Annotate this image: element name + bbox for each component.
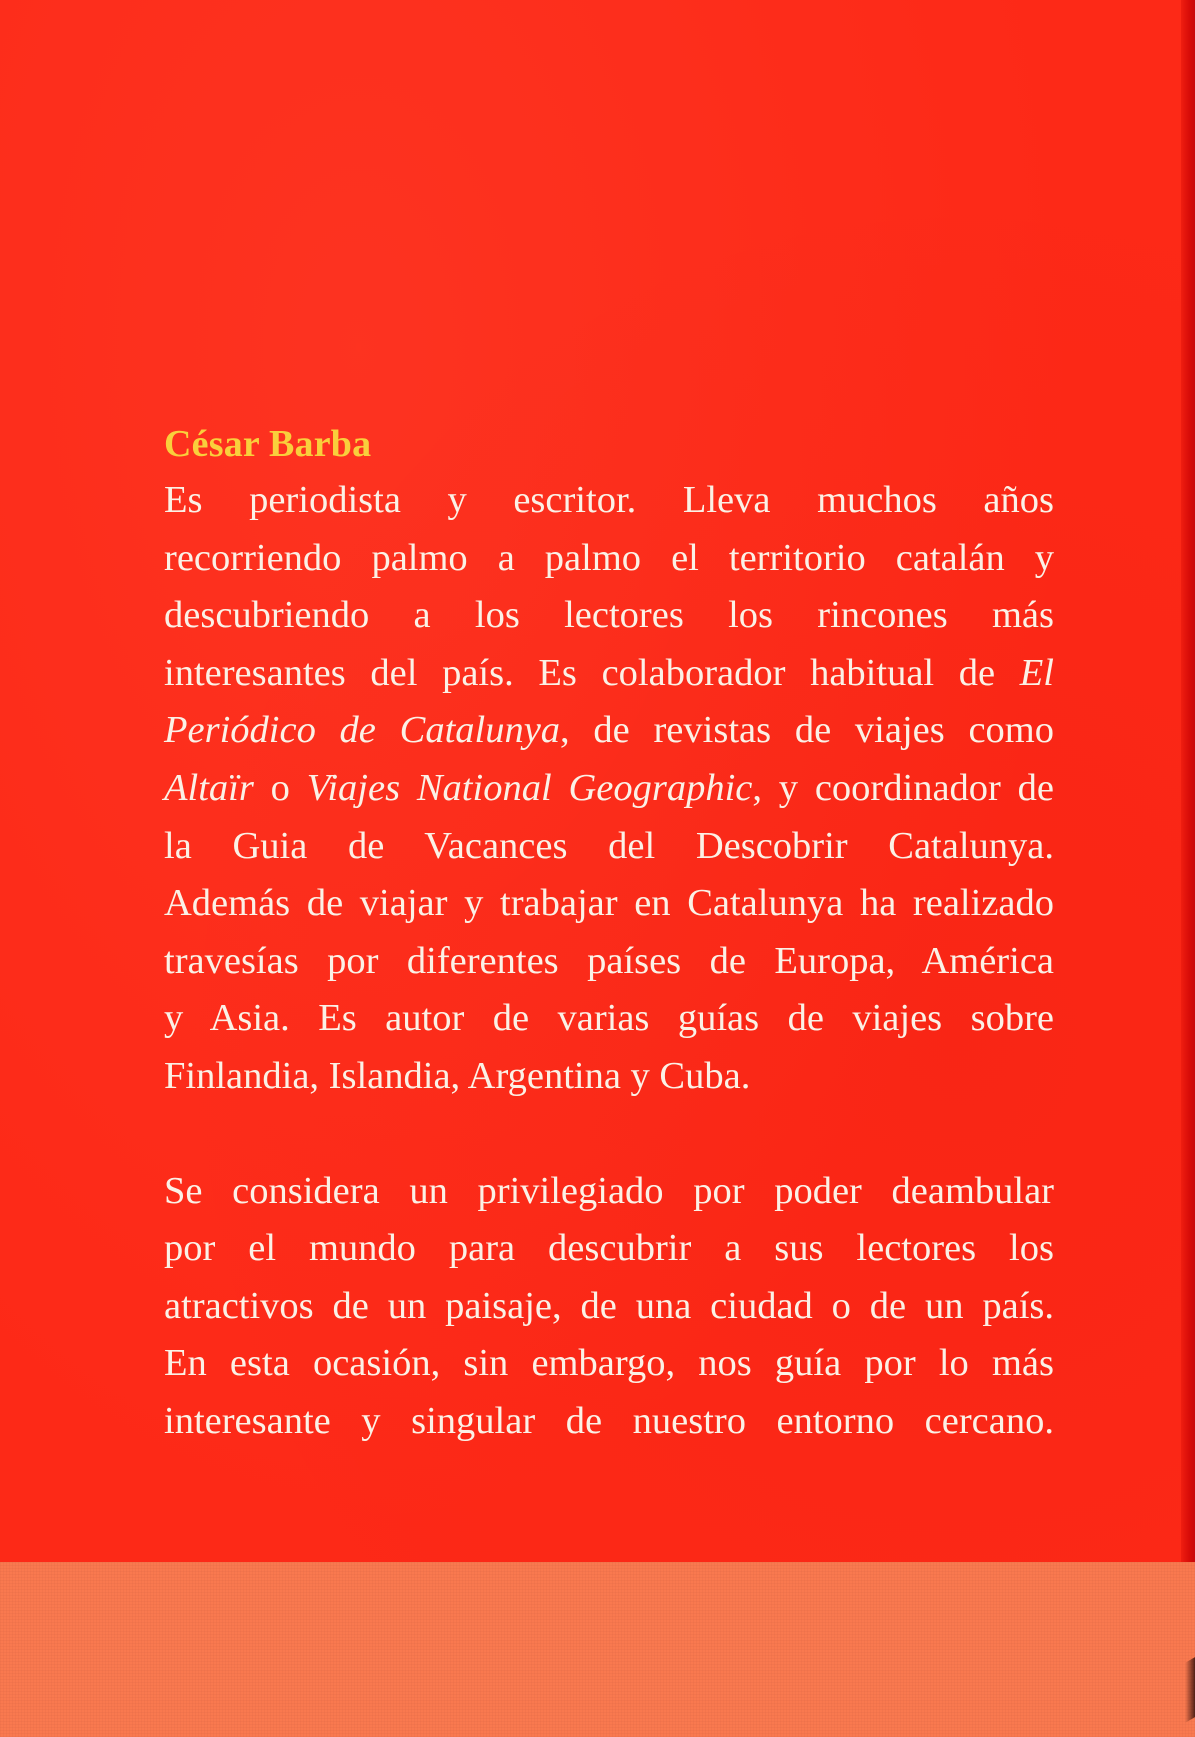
publication-title: Viajes National Geographic (306, 766, 753, 809)
bio-line (164, 645, 1054, 703)
text-segment: interesantes del país. Es colaborador habitual de (164, 651, 1020, 694)
bio-line (164, 472, 1054, 530)
publication-title: Altaïr (164, 766, 254, 809)
bio-line (164, 933, 1054, 991)
bottom-color-band (0, 1562, 1195, 1737)
spine-edge (1181, 0, 1195, 1562)
bio-paragraph-1 (164, 472, 1054, 1106)
author-bio-block (164, 416, 1054, 1451)
text-segment: y Asia. Es autor de varias guías de viajes sobre (164, 997, 1054, 1040)
text-segment: Además de viajar y trabajar en Catalunya ha realizado (164, 882, 1054, 925)
bio-paragraph-2 (164, 1163, 1054, 1451)
bio-line (164, 1163, 1054, 1221)
bio-line (164, 1048, 1054, 1106)
edge-shadow-mark (1185, 1657, 1195, 1723)
text-segment: atractivos de un paisaje, de una ciudad o de un país. (164, 1284, 1054, 1327)
publication-title: El (1019, 651, 1054, 694)
bio-line (164, 1220, 1054, 1278)
author-name: César Barba (164, 423, 372, 465)
text-segment: En esta ocasión, sin embargo, nos guía por lo más (164, 1342, 1054, 1385)
text-segment: Se considera un privilegiado por poder deambular (164, 1169, 1054, 1212)
text-segment: la Guia de Vacances del Descobrir Catalunya. (164, 824, 1054, 867)
text-segment: Es periodista y escritor. Lleva muchos años (164, 479, 1054, 521)
text-segment: descubriendo a los lectores los rincones más (164, 594, 1054, 637)
bio-line (164, 875, 1054, 933)
text-segment: por el mundo para descubrir a sus lectores los (164, 1227, 1054, 1270)
text-segment: recorriendo palmo a palmo el territorio catalán y (164, 536, 1054, 579)
text-segment: travesías por diferentes países de Europa, América (164, 939, 1054, 982)
bio-line (164, 760, 1054, 818)
bio-line (164, 1393, 1054, 1451)
bio-line (164, 818, 1054, 876)
paragraph-spacer (164, 1106, 1054, 1163)
bio-line (164, 587, 1054, 645)
text-segment: , y coordinador de (752, 766, 1054, 809)
bio-line (164, 702, 1054, 760)
bio-line (164, 1278, 1054, 1336)
text-segment: o (253, 766, 307, 809)
bio-line (164, 990, 1054, 1048)
text-segment: , de revistas de viajes como (560, 709, 1054, 752)
bio-line (164, 1335, 1054, 1393)
text-segment: interesante y singular de nuestro entorno cercano. (164, 1399, 1054, 1442)
bio-line (164, 530, 1054, 588)
text-segment: Finlandia, Islandia, Argentina y Cuba. (164, 1054, 751, 1097)
publication-title: Periódico de Catalunya (164, 709, 561, 752)
